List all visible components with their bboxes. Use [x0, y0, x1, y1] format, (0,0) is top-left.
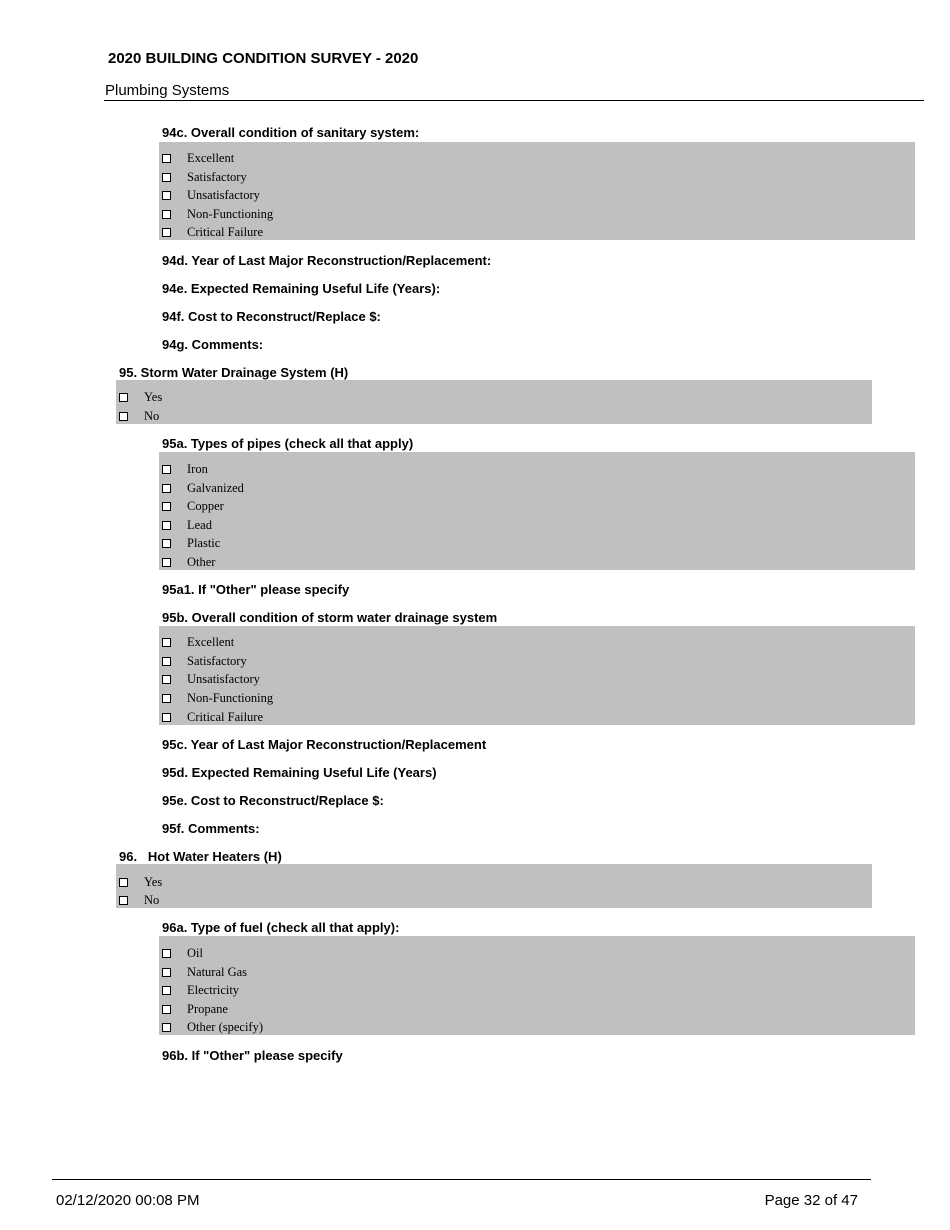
options-95: Yes No [116, 380, 872, 424]
question-95: 95. Storm Water Drainage System (H) [119, 365, 349, 380]
checkbox[interactable] [119, 878, 128, 887]
question-94d: 94d. Year of Last Major Reconstruction/Replacement: [162, 253, 492, 268]
question-96b: 96b. If "Other" please specify [162, 1048, 343, 1063]
survey-title: 2020 BUILDING CONDITION SURVEY - 2020 [108, 50, 419, 67]
checkbox[interactable] [162, 228, 171, 237]
question-95b: 95b. Overall condition of storm water drainage system [162, 610, 498, 625]
checkbox[interactable] [162, 465, 171, 474]
checkbox[interactable] [162, 484, 171, 493]
options-94c: Excellent Satisfactory Unsatisfactory Non-Functioning Critical Failure [159, 142, 915, 240]
checkbox[interactable] [162, 713, 171, 722]
header-divider [104, 100, 924, 101]
footer-divider [52, 1179, 871, 1180]
checkbox[interactable] [162, 1005, 171, 1014]
checkbox[interactable] [162, 657, 171, 666]
question-95a1: 95a1. If "Other" please specify [162, 582, 350, 597]
question-94e: 94e. Expected Remaining Useful Life (Years): [162, 281, 441, 296]
checkbox[interactable] [162, 539, 171, 548]
question-95f: 95f. Comments: [162, 821, 260, 836]
checkbox[interactable] [162, 1023, 171, 1032]
checkbox[interactable] [162, 521, 171, 530]
checkbox[interactable] [162, 949, 171, 958]
options-95a: Iron Galvanized Copper Lead Plastic Other [159, 452, 915, 570]
checkbox[interactable] [162, 968, 171, 977]
checkbox[interactable] [162, 191, 171, 200]
checkbox[interactable] [162, 558, 171, 567]
checkbox[interactable] [162, 986, 171, 995]
options-96a: Oil Natural Gas Electricity Propane Other (specify) [159, 936, 915, 1035]
options-95b: Excellent Satisfactory Unsatisfactory Non-Functioning Critical Failure [159, 626, 915, 725]
question-95c: 95c. Year of Last Major Reconstruction/Replacement [162, 737, 487, 752]
question-95a: 95a. Types of pipes (check all that apply) [162, 436, 414, 451]
section-name: Plumbing Systems [105, 82, 230, 99]
question-95e: 95e. Cost to Reconstruct/Replace $: [162, 793, 384, 808]
checkbox[interactable] [162, 675, 171, 684]
checkbox[interactable] [119, 896, 128, 905]
checkbox[interactable] [162, 502, 171, 511]
checkbox[interactable] [162, 694, 171, 703]
question-96: 96. Hot Water Heaters (H) [119, 849, 282, 864]
checkbox[interactable] [119, 393, 128, 402]
checkbox[interactable] [162, 210, 171, 219]
question-94f: 94f. Cost to Reconstruct/Replace $: [162, 309, 381, 324]
footer-timestamp: 02/12/2020 00:08 PM [56, 1192, 200, 1209]
checkbox[interactable] [162, 173, 171, 182]
page-number: Page 32 of 47 [764, 1192, 858, 1209]
question-94g: 94g. Comments: [162, 337, 264, 352]
checkbox[interactable] [162, 638, 171, 647]
question-94c: 94c. Overall condition of sanitary system: [162, 125, 420, 140]
checkbox[interactable] [119, 412, 128, 421]
question-96a: 96a. Type of fuel (check all that apply): [162, 920, 400, 935]
options-96: Yes No [116, 864, 872, 908]
question-95d: 95d. Expected Remaining Useful Life (Years) [162, 765, 437, 780]
checkbox[interactable] [162, 154, 171, 163]
